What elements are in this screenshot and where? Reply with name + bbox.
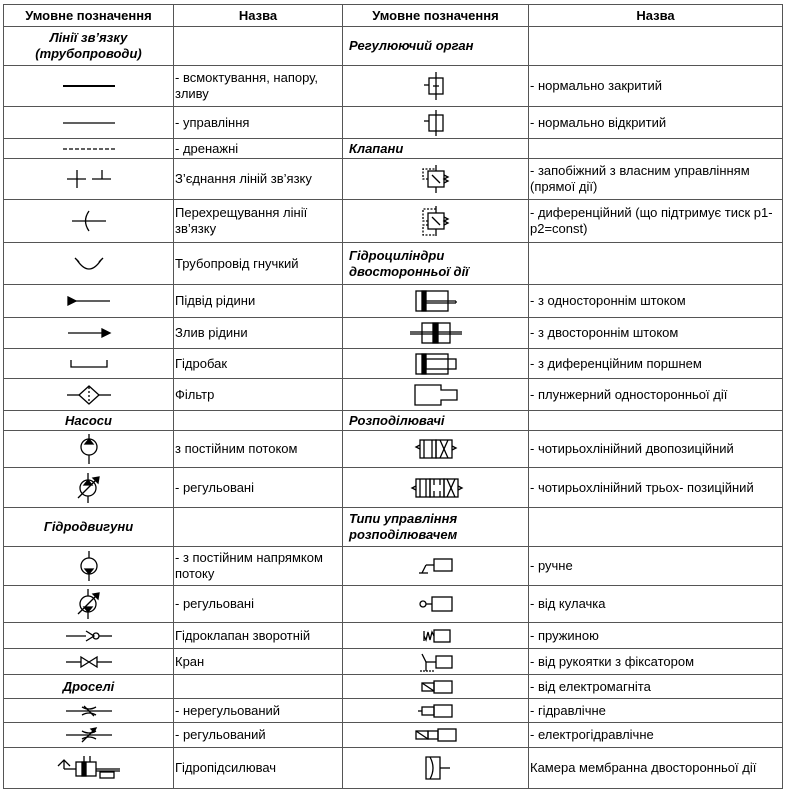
table-row [4,349,783,379]
table-row [4,431,783,468]
line-crossing-icon [69,209,109,233]
tank-icon [67,358,111,370]
section-title-pumps: Насоси [4,411,174,431]
row-name-left [174,675,343,699]
row-name-left: - нерегульований [174,699,343,723]
row-name-right: - чотирьохлінійний трьох- позиційний [529,468,783,508]
table-row [4,66,783,107]
row-name-right [529,27,783,66]
header-name-right: Назва [529,5,783,27]
fluid-drain-icon [64,327,114,339]
check-valve-icon [64,629,114,643]
row-name-right: - чотирьохлінійний двопозиційний [529,431,783,468]
section-title-motors: Гідродвигуни [4,508,174,547]
table-row [4,379,783,411]
tap-icon [64,655,114,669]
row-name-right [529,508,783,547]
line-dashed-icon [59,145,119,153]
header-symbol-left: Умовне позначення [4,5,174,27]
row-name-left: Перехрещування лінії зв’язку [174,200,343,243]
row-name-right: - від електромагніта [529,675,783,699]
row-name-left: - всмоктування, напору, зливу [174,66,343,107]
table-row [4,27,783,66]
safety-valve-icon [419,163,453,195]
row-name-left: - регульований [174,723,343,748]
cylinder-differential-icon [412,352,460,376]
throttle-fixed-icon [64,704,114,718]
row-name-right: - від кулачка [529,586,783,623]
header-symbol-right: Умовне позначення [343,5,529,27]
section-title-distributors: Розподілювачі [343,411,529,431]
table-row [4,200,783,243]
row-name-right: - з диференційним поршнем [529,349,783,379]
table-row [4,139,783,159]
row-name-right: - ручне [529,547,783,586]
cylinder-single-rod-icon [412,288,460,314]
row-name-left: Гідробак [174,349,343,379]
valve-4-2-icon [414,436,458,462]
section-title-cylinders: Гідроциліндри двосторонньої дії [343,243,529,285]
hydraulic-control-icon [416,703,456,719]
lever-detent-control-icon [416,651,456,673]
symbols-table [3,4,783,789]
table-row [4,623,783,649]
pump-variable-icon [73,472,105,504]
row-name-left: Гідропідсилювач [174,748,343,789]
row-name-left: Підвід рідини [174,285,343,318]
row-name-left: - управління [174,107,343,139]
row-name-left: Злив рідини [174,318,343,349]
row-name-right: - електрогідравлічне [529,723,783,748]
diaphragm-chamber-icon [418,753,454,783]
row-name-left [174,411,343,431]
solenoid-control-icon [416,679,456,695]
row-name-left: Гідроклапан зворотній [174,623,343,649]
filter-icon [65,384,113,406]
row-name-left: - з постійним напрямком потоку [174,547,343,586]
cylinder-double-rod-icon [408,321,464,345]
row-name-left: - регульовані [174,586,343,623]
motor-fixed-icon [74,550,104,582]
valve-normally-closed-icon [421,71,451,101]
table-row [4,748,783,789]
cam-control-icon [416,594,456,614]
fluid-inlet-icon [64,295,114,307]
electrohydraulic-control-icon [412,727,460,743]
row-name-left: Кран [174,649,343,675]
row-name-left: - дренажні [174,139,343,159]
row-name-right: - нормально закритий [529,66,783,107]
valve-4-3-icon [408,475,464,501]
table-row [4,508,783,547]
row-name-right [529,139,783,159]
row-name-left: Трубопровід гнучкий [174,243,343,285]
line-solid-thin-icon [59,118,119,128]
section-title-control-types: Типи управління розподілювачем [343,508,529,547]
row-name-right: - запобіжний з власним управлінням (прямої дії) [529,159,783,200]
pump-fixed-icon [74,433,104,465]
row-name-right: - плунжерний односторонньої дії [529,379,783,411]
row-name-right: Камера мембранна двосторонньої дії [529,748,783,789]
differential-valve-icon [419,204,453,238]
valve-normally-open-icon [421,109,451,137]
row-name-left: - регульовані [174,468,343,508]
line-connection-icon [64,168,114,190]
table-row [4,468,783,508]
spring-control-icon [416,627,456,645]
section-title-lines: Лінії зв’язку (трубопроводи) [4,27,174,66]
table-row [4,547,783,586]
table-row [4,675,783,699]
table-row [4,285,783,318]
row-name-right: - нормально відкритий [529,107,783,139]
row-name-right: - пружиною [529,623,783,649]
table-row [4,159,783,200]
table-row [4,699,783,723]
table-row [4,107,783,139]
table-row [4,411,783,431]
line-solid-thick-icon [59,80,119,92]
row-name-left: з постійним потоком [174,431,343,468]
table-row [4,586,783,623]
manual-control-icon [416,555,456,577]
table-row [4,649,783,675]
row-name-right: - з двостороннім штоком [529,318,783,349]
row-name-left [174,508,343,547]
flexible-pipe-icon [71,255,107,273]
header-name-left: Назва [174,5,343,27]
row-name-left: З’єднання ліній зв’язку [174,159,343,200]
table-row [4,318,783,349]
section-title-valves: Клапани [343,139,529,159]
motor-variable-icon [73,588,105,620]
row-name-right [529,411,783,431]
section-title-regulator: Регулюючий орган [343,27,529,66]
throttle-variable-icon [64,726,114,744]
section-title-throttles: Дроселі [4,675,174,699]
row-name-left [174,27,343,66]
row-name-right: - гідравлічне [529,699,783,723]
hydraulic-booster-icon [54,752,124,784]
row-name-right: - диференційний (що підтримує тиск p1-p2=const) [529,200,783,243]
header-row [4,5,783,27]
row-name-left: Фільтр [174,379,343,411]
row-name-right [529,243,783,285]
cylinder-plunger-icon [411,383,461,407]
row-name-right: - від рукоятки з фіксатором [529,649,783,675]
table-row [4,723,783,748]
table-row [4,243,783,285]
row-name-right: - з одностороннім штоком [529,285,783,318]
